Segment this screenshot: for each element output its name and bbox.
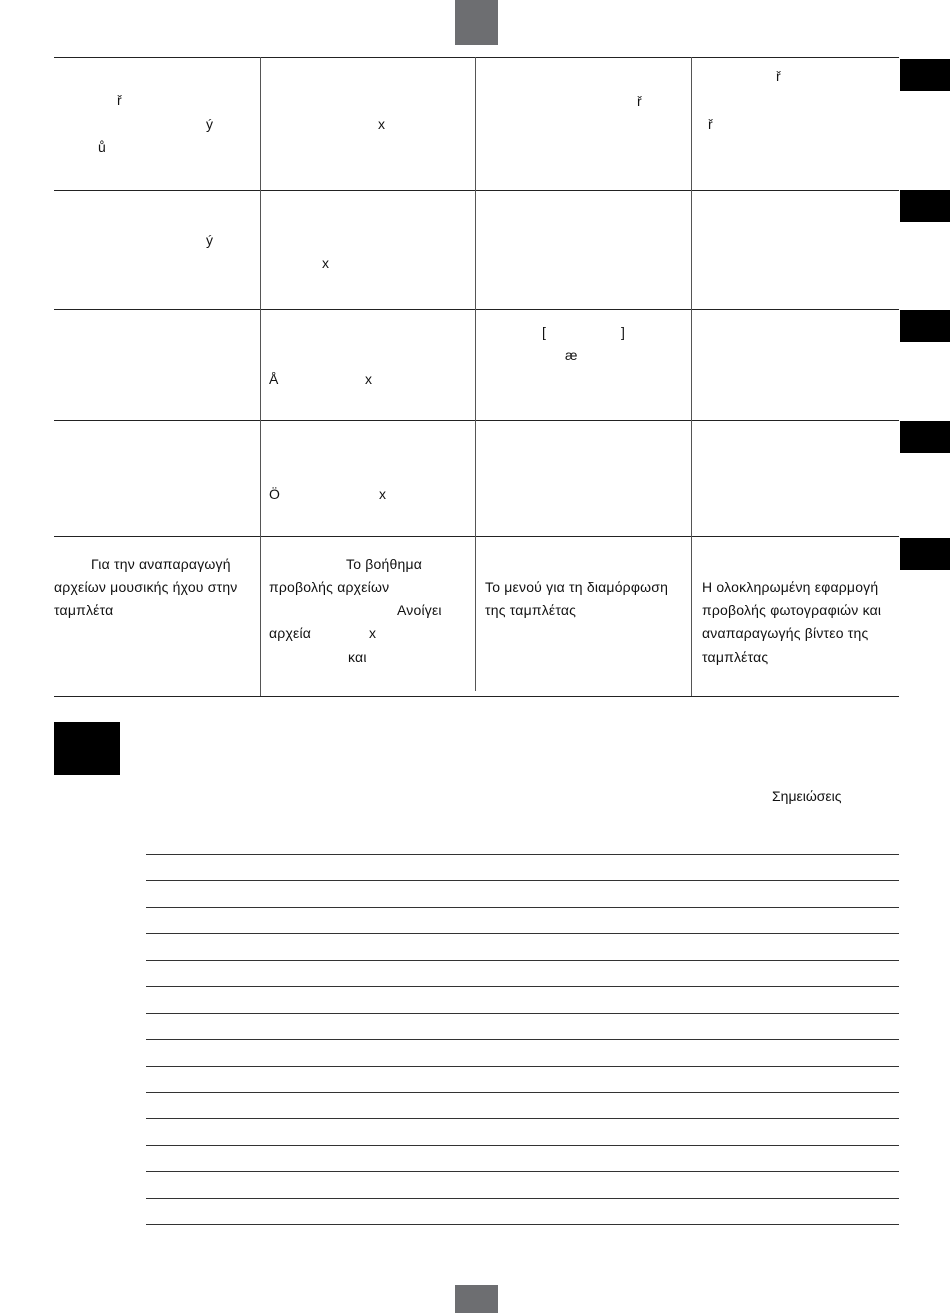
table-cell-text: x [378,116,386,132]
note-line [146,1171,899,1172]
top-page-tab [455,0,498,45]
row-divider [54,309,899,310]
side-tab-4 [900,421,950,453]
table-cell-text: ] [621,324,626,340]
table-cell-text: αναπαραγωγής βίντεο της [702,625,869,641]
table-cell-text: x [365,371,373,387]
note-line [146,880,899,881]
table-cell-text: x [379,486,387,502]
column-divider [691,57,692,696]
side-tab-2 [900,190,950,222]
table-cell-text: αρχεία [269,625,312,641]
note-line [146,1039,899,1040]
side-tab-1 [900,59,950,91]
table-cell-text: ř [708,116,713,132]
table-cell-text: [ [542,324,547,340]
feature-table [54,57,899,697]
note-line [146,1118,899,1119]
note-line [146,1198,899,1199]
table-cell-text: Å [269,371,279,387]
note-line [146,960,899,961]
section-marker-box [54,722,120,775]
table-cell-text: Το μενού για τη διαμόρφωση [485,579,669,595]
table-cell-text: προβολής φωτογραφιών και [702,602,882,618]
note-line [146,1013,899,1014]
table-cell-text: της ταμπλέτας [485,602,577,618]
table-cell-text: και [348,649,367,665]
table-cell-text: Ανοίγει [397,602,442,618]
table-cell-text: x [322,255,330,271]
column-divider [260,57,261,696]
column-divider [475,57,476,691]
bottom-page-tab [455,1285,498,1313]
table-border-top [54,57,899,58]
row-divider [54,420,899,421]
table-cell-text: x [369,625,377,641]
row-divider [54,536,899,537]
table-cell-text: ř [637,93,642,109]
table-cell-text: ý [206,116,214,132]
table-cell-text: αρχείων μουσικής ήχου στην [54,579,238,595]
table-cell-text: æ [565,347,578,363]
table-cell-text: προβολής αρχείων [269,579,390,595]
note-line [146,986,899,987]
note-line [146,1224,899,1225]
table-cell-text: ταμπλέτα [54,602,114,618]
side-tab-3 [900,310,950,342]
table-cell-text: Το βοήθημα [346,556,423,572]
table-cell-text: ý [206,232,214,248]
row-divider [54,190,899,191]
note-line [146,1066,899,1067]
table-cell-text: ταμπλέτας [702,649,769,665]
side-tab-5 [900,538,950,570]
table-cell-text: ř [117,92,122,108]
notes-title: Σημειώσεις [772,788,842,804]
note-line [146,907,899,908]
table-cell-text: Για την αναπαραγωγή [91,556,231,572]
table-cell-text: ř [776,68,781,84]
table-cell-text: ů [98,139,106,155]
table-cell-text: Η ολοκληρωμένη εφαρμογή [702,579,879,595]
table-border-bottom [54,696,899,697]
note-line [146,1145,899,1146]
note-line [146,933,899,934]
note-line [146,1092,899,1093]
note-line [146,854,899,855]
table-cell-text: Ö [269,486,281,502]
